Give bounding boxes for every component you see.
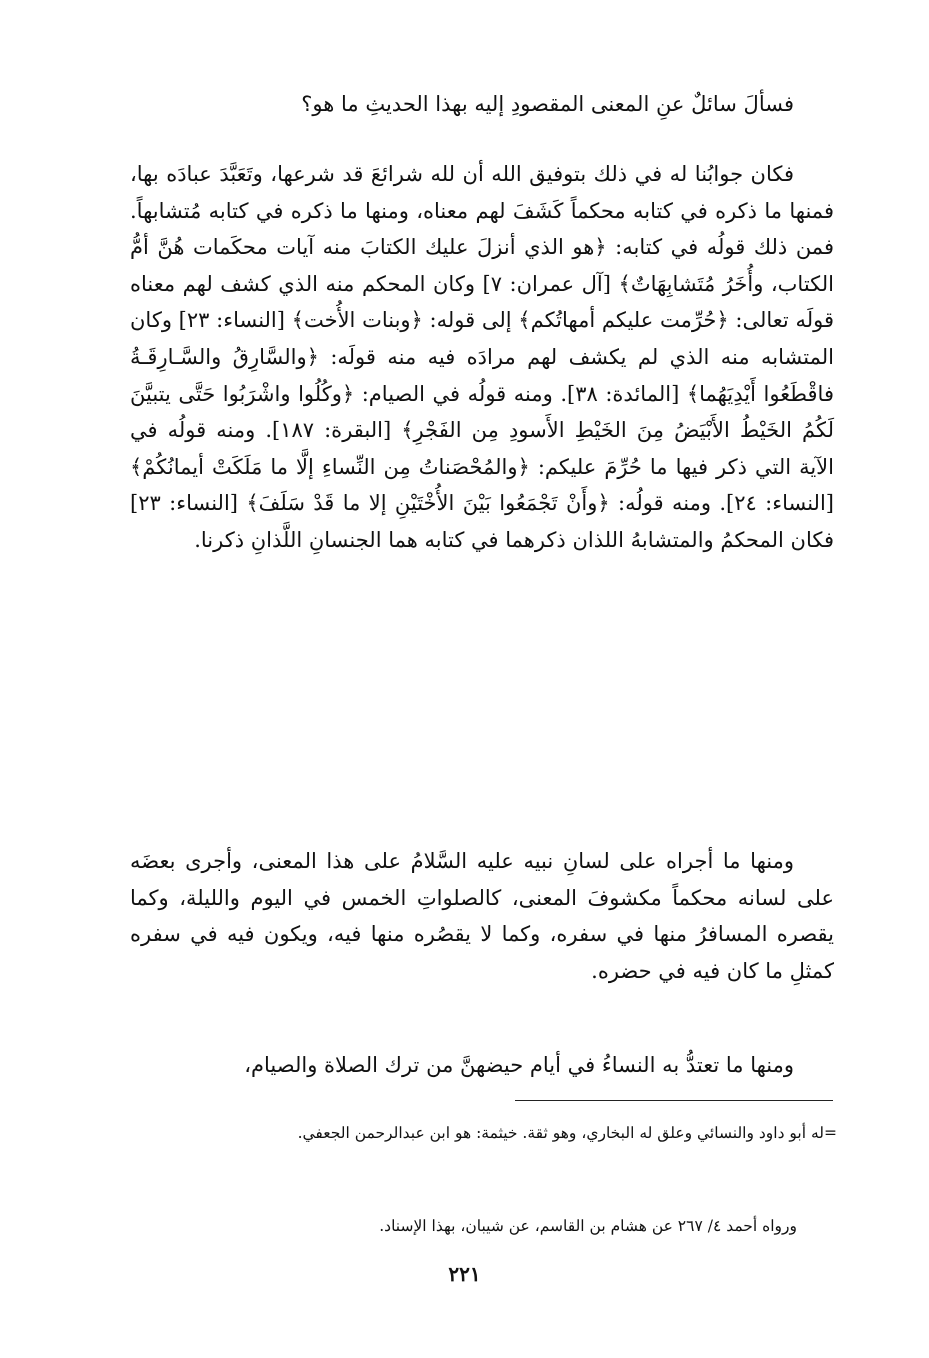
footnote-note: ورواه أحمد ٤/ ٢٦٧ عن هشام بن القاسم، عن شيبان، بهذا الإسناد. [379, 1217, 797, 1235]
footnote-separator [515, 1100, 833, 1101]
question-paragraph: فسألَ سائلٌ عنِ المعنى المقصودِ إليه بهذا الحديثِ ما هو؟ [301, 92, 794, 116]
prophet-tradition-paragraph: ومنها ما أجراه على لسانِ نبيه عليه السَّلامُ على هذا المعنى، وأجرى بعضَه على لسانه محكماً مكشوفَ المعنى، كالصلواتِ الخمس في اليوم والليلة، وكما يقصره المسافرُ منها في سفره، وكما لا يقصُره منها فيه، ويكون فيه في سفره كمثلِ ما كان فيه في حضره. [130, 849, 834, 983]
answer-paragraph: فكان جوابُنا له في ذلك بتوفيق الله أن لله شرائعَ قد شرعها، وتَعَبَّدَ عبادَه بها، فمنها ما ذكره في كتابه محكماً كَشَفَ لهم معناه، ومنها ما ذكره في كتابه مُتشابهاً. فمن ذلك قولُه في كتابه: ﴿هو الذي أنزلَ عليك الكتابَ منه آيات محكَمات هُنَّ أمُّ الكتاب، وأُخَرُ مُتَشابِهَاتٌ﴾ [آل عمران: ٧] وكان المحكم منه الذي كشف لهم معناه قولَه تعالى: ﴿حُرِّمت عليكم أمهاتُكم﴾ إلى قوله: ﴿وبنات الأُخت﴾ [النساء: ٢٣] وكان المتشابه منه الذي لم يكشف لهم مرادَه فيه منه قولَه: ﴿والسَّارِقُ والسَّـارِقَـةُ فاقْطَعُوا أَيْدِيَهُما﴾ [المائدة: ٣٨]. ومنه قولُه في الصيام: ﴿وكُلُوا واشْرَبُوا حَتَّى يتبيَّنَ لَكُمُ الخَيْطُ الأَبْيَضُ مِنَ الخَيْطِ الأَسودِ مِن الفَجْرِ﴾ [البقرة: ١٨٧]. ومنه قولُه في الآية التي ذكر فيها ما حُرِّمَ عليكم: ﴿والمُحْصَناتُ مِن النِّساءِ إلَّا ما مَلَكَتْ أيمانُكُمْ﴾ [النساء: ٢٤]. ومنه قولُه: ﴿وأَنْ تَجْمَعُوا بَيْنَ الأُخْتَيْنِ إلا ما قَدْ سَلَفَ﴾ [النساء: ٢٣] فكان المحكمُ والمتشابهُ اللذان ذكرهما في كتابه هما الجنسانِ اللَّذانِ ذكرنا. [130, 162, 835, 552]
footnote-continuation: =له أبو داود والنسائي وعلق له البخاري، وهو ثقة. خيثمة: هو ابن عبدالرحمن الجعفي. [297, 1124, 837, 1142]
page-number: ٢٢١ [448, 1262, 481, 1286]
women-paragraph: ومنها ما تعتدُّ به النساءُ في أيام حيضهنَّ من ترك الصلاة والصيام، [244, 1053, 794, 1077]
